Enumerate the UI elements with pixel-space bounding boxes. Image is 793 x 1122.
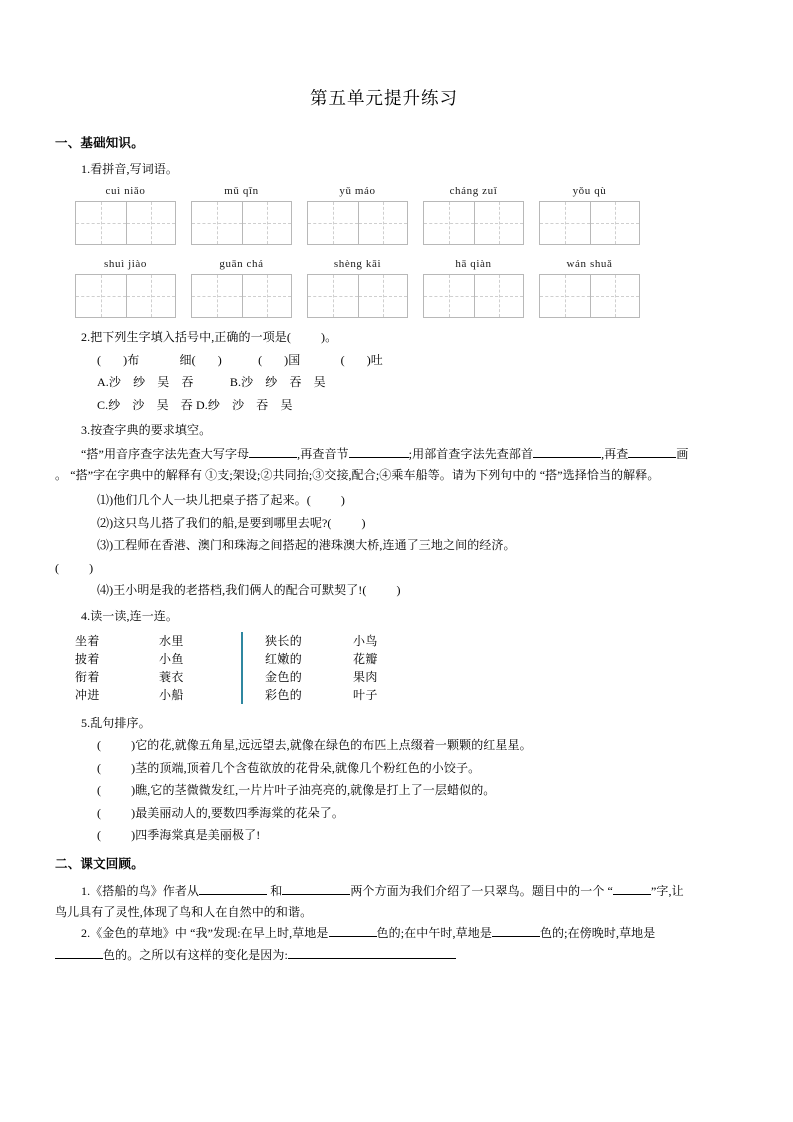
tianzige-cell[interactable] <box>126 202 176 244</box>
fill-blank[interactable] <box>349 445 409 457</box>
blank-paren-close: ) <box>217 352 222 367</box>
pinyin-label: shuì jiào <box>104 258 147 271</box>
fill-blank[interactable] <box>492 925 540 937</box>
question-3-sentence-2 <box>55 514 695 533</box>
pinyin-label: mǔ qīn <box>224 185 259 198</box>
order-paren-open: ( <box>97 783 102 798</box>
question-5-item <box>55 736 695 755</box>
matching-column-left-a <box>75 632 159 704</box>
pinyin-grid-row <box>55 185 695 245</box>
tianzige-cell[interactable] <box>126 275 176 317</box>
tianzige-cell[interactable] <box>590 275 640 317</box>
sentence-text: ⑷)王小明是我的老搭档,我们俩人的配合可默契了!( <box>97 583 367 598</box>
order-paren-open: ( <box>97 760 102 775</box>
match-item[interactable]: 小鸟 <box>353 633 378 648</box>
order-item-text: )它的花,就像五角星,远远望去,就像在绿色的布匹上点缀着一颗颗的红星星。 <box>131 738 532 753</box>
tianzige-cell[interactable] <box>192 275 242 317</box>
sentence-close: ) <box>396 583 401 598</box>
tianzige-box[interactable] <box>423 201 524 245</box>
question-2-option-line-1[interactable]: A.沙 纱 吴 吞 B.沙 纱 吞 吴 <box>97 375 326 390</box>
r1-text-b: 和 <box>270 883 283 898</box>
tianzige-cell[interactable] <box>358 275 408 317</box>
match-item[interactable]: 衔着 <box>75 669 100 684</box>
q3-text-c: ;用部首查字法先查部首 <box>408 446 534 461</box>
order-paren-open: ( <box>97 805 102 820</box>
question-3-sentence-4 <box>55 581 695 600</box>
pinyin-label: cuì niǎo <box>105 185 146 198</box>
tianzige-cell[interactable] <box>424 275 474 317</box>
pinyin-grid-item <box>75 258 176 318</box>
fill-blank[interactable] <box>628 445 676 457</box>
worksheet-body <box>55 88 695 966</box>
pinyin-label: yǒu qù <box>572 185 607 198</box>
r2-text-b: 色的;在中午时,草地是 <box>376 926 492 941</box>
r2-text-a: 2.《金色的草地》中 “我”发现:在早上时,草地是 <box>81 926 329 941</box>
section-heading-review: 二、课文回顾。 <box>55 856 144 871</box>
fill-blank[interactable] <box>329 925 377 937</box>
pinyin-grid-item <box>191 258 292 318</box>
blank-paren-close: )吐 <box>366 352 383 367</box>
q3-text-d: ,再查 <box>601 446 629 461</box>
blank-paren-close: )国 <box>284 352 301 367</box>
pinyin-grid-item <box>191 185 292 245</box>
tianzige-box[interactable] <box>539 274 640 318</box>
pinyin-label: guān chá <box>219 258 264 271</box>
page-title: 第五单元提升练习 <box>310 88 458 108</box>
orphan-paren-close: ) <box>89 560 94 575</box>
order-item-text: )最美丽动人的,要数四季海棠的花朵了。 <box>131 805 345 820</box>
match-item[interactable]: 小鱼 <box>159 651 184 666</box>
q3-text-b: ,再查音节 <box>297 446 349 461</box>
pinyin-grid-item <box>75 185 176 245</box>
matching-group-left <box>75 632 239 704</box>
question-5-item <box>55 804 695 823</box>
tianzige-box[interactable] <box>191 201 292 245</box>
tianzige-cell[interactable] <box>474 202 524 244</box>
blank-paren-close: )布 <box>123 352 140 367</box>
fill-blank[interactable] <box>288 946 456 958</box>
tianzige-cell[interactable] <box>424 202 474 244</box>
order-paren-open: ( <box>97 738 102 753</box>
order-item-text: )四季海棠真是美丽极了! <box>131 828 261 843</box>
match-item[interactable]: 坐着 <box>75 633 100 648</box>
pinyin-grid-item <box>423 185 524 245</box>
question-3-sentence-3-answer <box>55 559 695 578</box>
match-item[interactable]: 狭长的 <box>265 633 303 648</box>
question-3-prompt: 3.按查字典的要求填空。 <box>81 423 212 438</box>
fill-blank[interactable] <box>613 882 651 894</box>
q3-text-e: 画 。 “搭”字在字典中的解释有 ①支;架设;②共同抬;③交接,配合;④乘车船等。请为下列句中的 “搭”选择恰当的解释。 <box>55 446 689 482</box>
tianzige-box[interactable] <box>75 201 176 245</box>
tianzige-cell[interactable] <box>242 202 292 244</box>
tianzige-cell[interactable] <box>358 202 408 244</box>
fill-blank[interactable] <box>249 445 297 457</box>
pinyin-grid-item <box>307 258 408 318</box>
question-5-prompt: 5.乱句排序。 <box>81 715 151 730</box>
question-5-item <box>55 759 695 778</box>
tianzige-cell[interactable] <box>308 202 358 244</box>
match-item[interactable]: 蓑衣 <box>159 669 184 684</box>
tianzige-box[interactable] <box>539 201 640 245</box>
tianzige-box[interactable] <box>191 274 292 318</box>
review-question-1 <box>55 881 695 924</box>
matching-column-right-b <box>353 632 433 704</box>
sentence-text: ⑵)这只鸟儿搭了我们的船,是要到哪里去呢?( <box>97 515 332 530</box>
blank-paren-open: ( <box>340 352 345 367</box>
match-item[interactable]: 红嫩的 <box>265 651 303 666</box>
tianzige-cell[interactable] <box>540 275 590 317</box>
r2-text-c: 色的;在傍晚时,草地是 <box>539 926 656 941</box>
question-2-prompt-text: 2.把下列生字填入括号中,正确的一项是( <box>81 330 291 345</box>
tianzige-box[interactable] <box>307 274 408 318</box>
order-paren-open: ( <box>97 828 102 843</box>
match-item[interactable]: 披着 <box>75 651 100 666</box>
fill-blank[interactable] <box>282 882 350 894</box>
match-item[interactable]: 果肉 <box>353 669 378 684</box>
q3-text-a: “搭”用音序查字法先查大写字母 <box>81 446 250 461</box>
orphan-paren-open: ( <box>55 560 60 575</box>
fill-blank[interactable] <box>55 946 103 958</box>
pinyin-label: shèng kāi <box>333 258 382 271</box>
question-5-item <box>55 781 695 800</box>
matching-exercise <box>55 632 695 704</box>
r1-text-d: ”字,让鸟儿具有了灵性,体现了鸟和人在自然中的和谐。 <box>55 883 684 919</box>
match-item[interactable]: 叶子 <box>353 687 378 702</box>
match-item[interactable]: 冲进 <box>75 687 100 702</box>
matching-column-right-a <box>265 632 353 704</box>
sentence-close: ) <box>340 493 346 508</box>
tianzige-box[interactable] <box>423 274 524 318</box>
sentence-text: ⑴)他们几个人一块儿把桌子搭了起来。( <box>97 493 311 508</box>
question-3-sentence-3: ⑶)工程师在香港、澳门和珠海之间搭起的港珠澳大桥,连通了三地之间的经济。 <box>97 538 516 553</box>
pinyin-label: cháng zuǐ <box>449 185 498 198</box>
fill-blank[interactable] <box>533 445 601 457</box>
tianzige-cell[interactable] <box>590 202 640 244</box>
tianzige-cell[interactable] <box>308 275 358 317</box>
order-item-text: )瞧,它的茎微微发红,一片片叶子油亮亮的,就像是打上了一层蜡似的。 <box>131 783 496 798</box>
blank-paren-open: ( <box>258 352 263 367</box>
match-item[interactable]: 小船 <box>159 687 184 702</box>
tianzige-cell[interactable] <box>474 275 524 317</box>
match-item[interactable]: 花瓣 <box>353 651 378 666</box>
question-2-prompt-tail: )。 <box>321 330 338 345</box>
tianzige-box[interactable] <box>307 201 408 245</box>
pinyin-grid-row <box>55 258 695 318</box>
tianzige-cell[interactable] <box>242 275 292 317</box>
question-2-blanks-line <box>55 351 695 370</box>
r1-text-a: 1.《搭船的鸟》作者从 <box>81 883 200 898</box>
matching-group-right <box>265 632 433 704</box>
blank-paren-open: 细( <box>179 352 196 367</box>
order-item-text: )茎的顶端,顶着几个含苞欲放的花骨朵,就像几个粉红色的小饺子。 <box>131 760 481 775</box>
review-question-2 <box>55 923 695 966</box>
tianzige-cell[interactable] <box>76 202 126 244</box>
question-2-prompt <box>55 328 695 347</box>
question-1-prompt: 1.看拼音,写词语。 <box>81 162 179 176</box>
question-3-sentence-1 <box>55 491 695 510</box>
question-2-option-line-2[interactable]: C.纱 沙 吴 吞 D.纱 沙 吞 吴 <box>97 397 293 412</box>
sentence-close: ) <box>361 515 366 530</box>
tianzige-cell[interactable] <box>540 202 590 244</box>
pinyin-grid-item <box>423 258 524 318</box>
pinyin-grid-item <box>539 258 640 318</box>
fill-blank[interactable] <box>199 882 267 894</box>
pinyin-grid-item <box>539 185 640 245</box>
pinyin-label: hā qiàn <box>455 258 492 271</box>
pinyin-label: yǔ máo <box>339 185 376 198</box>
pinyin-grid-item <box>307 185 408 245</box>
r1-text-c: 两个方面为我们介绍了一只翠鸟。题目中的一个 “ <box>350 883 613 898</box>
match-item[interactable]: 水里 <box>159 633 184 648</box>
pinyin-grid-block <box>55 185 695 318</box>
question-4-prompt: 4.读一读,连一连。 <box>81 608 179 623</box>
match-item[interactable]: 彩色的 <box>265 687 303 702</box>
question-5-item <box>55 826 695 845</box>
section-heading-basics: 一、基础知识。 <box>55 136 144 150</box>
tianzige-cell[interactable] <box>192 202 242 244</box>
matching-column-left-b <box>159 632 239 704</box>
question-3-body <box>55 444 695 487</box>
tianzige-cell[interactable] <box>76 275 126 317</box>
r2-text-d: 色的。之所以有这样的变化是因为: <box>103 947 288 962</box>
blank-paren-open: ( <box>97 352 102 367</box>
pinyin-label: wán shuǎ <box>566 258 613 271</box>
match-item[interactable]: 金色的 <box>265 669 303 684</box>
matching-divider <box>241 632 243 704</box>
tianzige-box[interactable] <box>75 274 176 318</box>
